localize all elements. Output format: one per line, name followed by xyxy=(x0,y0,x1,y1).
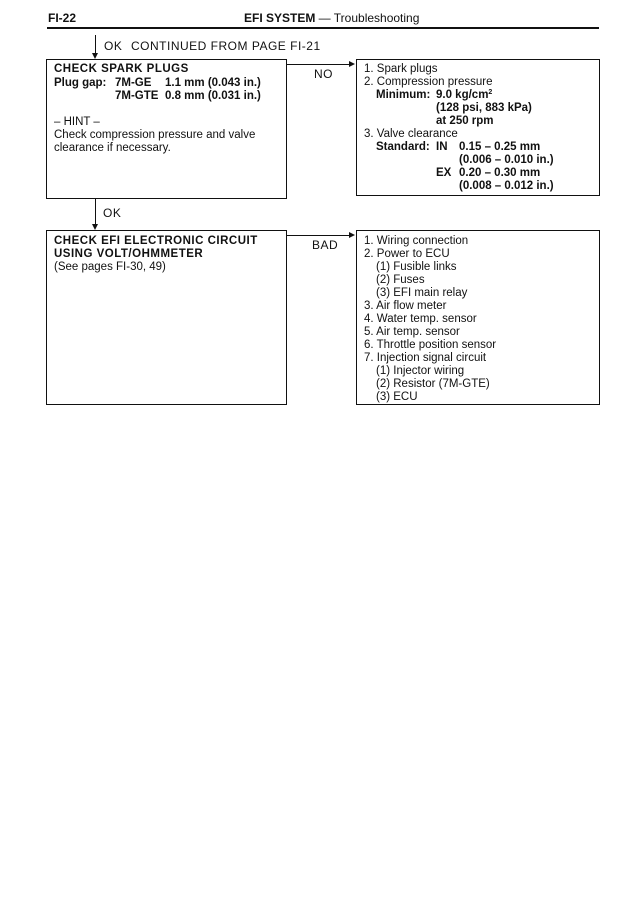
minimum-line-2: (128 psi, 883 kPa) xyxy=(436,102,532,114)
bad-connector-line xyxy=(287,235,349,236)
check-spark-plugs-box xyxy=(46,59,287,199)
in-value-2: (0.006 – 0.010 in.) xyxy=(459,154,554,166)
box3-title-2: USING VOLT/OHMMETER xyxy=(54,248,204,260)
plug-gap-value-2: 0.8 mm (0.031 in.) xyxy=(165,90,261,102)
ex-value: 0.20 – 0.30 mm xyxy=(459,167,541,179)
header-dash: — xyxy=(315,11,334,25)
minimum-value-text: 9.0 kg/cm xyxy=(436,89,489,101)
box3-title-1: CHECK EFI ELECTRONIC CIRCUIT xyxy=(54,235,258,247)
section-subtitle: Troubleshooting xyxy=(333,11,420,25)
hint-line-2: clearance if necessary. xyxy=(54,142,171,154)
bad-connector-arrow xyxy=(349,232,355,238)
top-connector-line xyxy=(95,35,96,54)
no-connector-arrow xyxy=(349,61,355,67)
bad-cause-line: 7. Injection signal circuit xyxy=(364,352,487,364)
bad-cause-line: (2) Fuses xyxy=(376,274,425,286)
section-title: EFI SYSTEM xyxy=(244,11,316,25)
standard-label: Standard: xyxy=(376,141,430,153)
bad-cause-line: 6. Throttle position sensor xyxy=(364,339,497,351)
minimum-value xyxy=(436,89,492,102)
top-ok-label: OK xyxy=(104,39,123,53)
bad-cause-line: (1) Injector wiring xyxy=(376,365,465,377)
ex-value-2: (0.008 – 0.012 in.) xyxy=(459,180,554,192)
minimum-value-sup: 2 xyxy=(488,89,493,96)
box3-reference: (See pages FI-30, 49) xyxy=(54,261,166,273)
page-header-title xyxy=(244,12,419,25)
bad-cause-line: 2. Power to ECU xyxy=(364,248,450,260)
plug-gap-model-1: 7M-GE xyxy=(115,77,152,89)
cause-item-2: 2. Compression pressure xyxy=(364,76,493,88)
box1-title: CHECK SPARK PLUGS xyxy=(54,63,189,75)
check-efi-circuit-box xyxy=(46,230,287,405)
minimum-line-3: at 250 rpm xyxy=(436,115,494,127)
plug-gap-model-2: 7M-GTE xyxy=(115,90,159,102)
hint-title: – HINT – xyxy=(54,116,100,128)
page-number: FI-22 xyxy=(48,11,77,25)
ex-label: EX xyxy=(436,167,452,179)
bad-cause-line: 1. Wiring connection xyxy=(364,235,469,247)
bad-cause-line: (1) Fusible links xyxy=(376,261,457,273)
bad-cause-line: 5. Air temp. sensor xyxy=(364,326,460,338)
bad-cause-line: 3. Air flow meter xyxy=(364,300,447,312)
middle-connector-line xyxy=(95,199,96,225)
cause-item-1: 1. Spark plugs xyxy=(364,63,438,75)
bad-cause-line: (3) EFI main relay xyxy=(376,287,468,299)
plug-gap-value-1: 1.1 mm (0.043 in.) xyxy=(165,77,261,89)
bad-cause-line: 4. Water temp. sensor xyxy=(364,313,477,325)
hint-line-1: Check compression pressure and valve xyxy=(54,129,256,141)
header-rule xyxy=(47,27,599,29)
plug-gap-label: Plug gap: xyxy=(54,77,107,89)
cause-item-3: 3. Valve clearance xyxy=(364,128,458,140)
bad-cause-line: (2) Resistor (7M-GTE) xyxy=(376,378,490,390)
middle-ok-label: OK xyxy=(103,206,122,220)
in-value: 0.15 – 0.25 mm xyxy=(459,141,541,153)
bad-cause-line: (3) ECU xyxy=(376,391,418,403)
bad-causes-box xyxy=(356,230,600,405)
in-label: IN xyxy=(436,141,448,153)
no-connector-line xyxy=(287,64,349,65)
no-causes-box xyxy=(356,59,600,196)
minimum-label: Minimum: xyxy=(376,89,431,101)
continued-label: CONTINUED FROM PAGE FI-21 xyxy=(131,39,321,53)
bad-label: BAD xyxy=(312,238,339,252)
no-label: NO xyxy=(314,67,333,81)
